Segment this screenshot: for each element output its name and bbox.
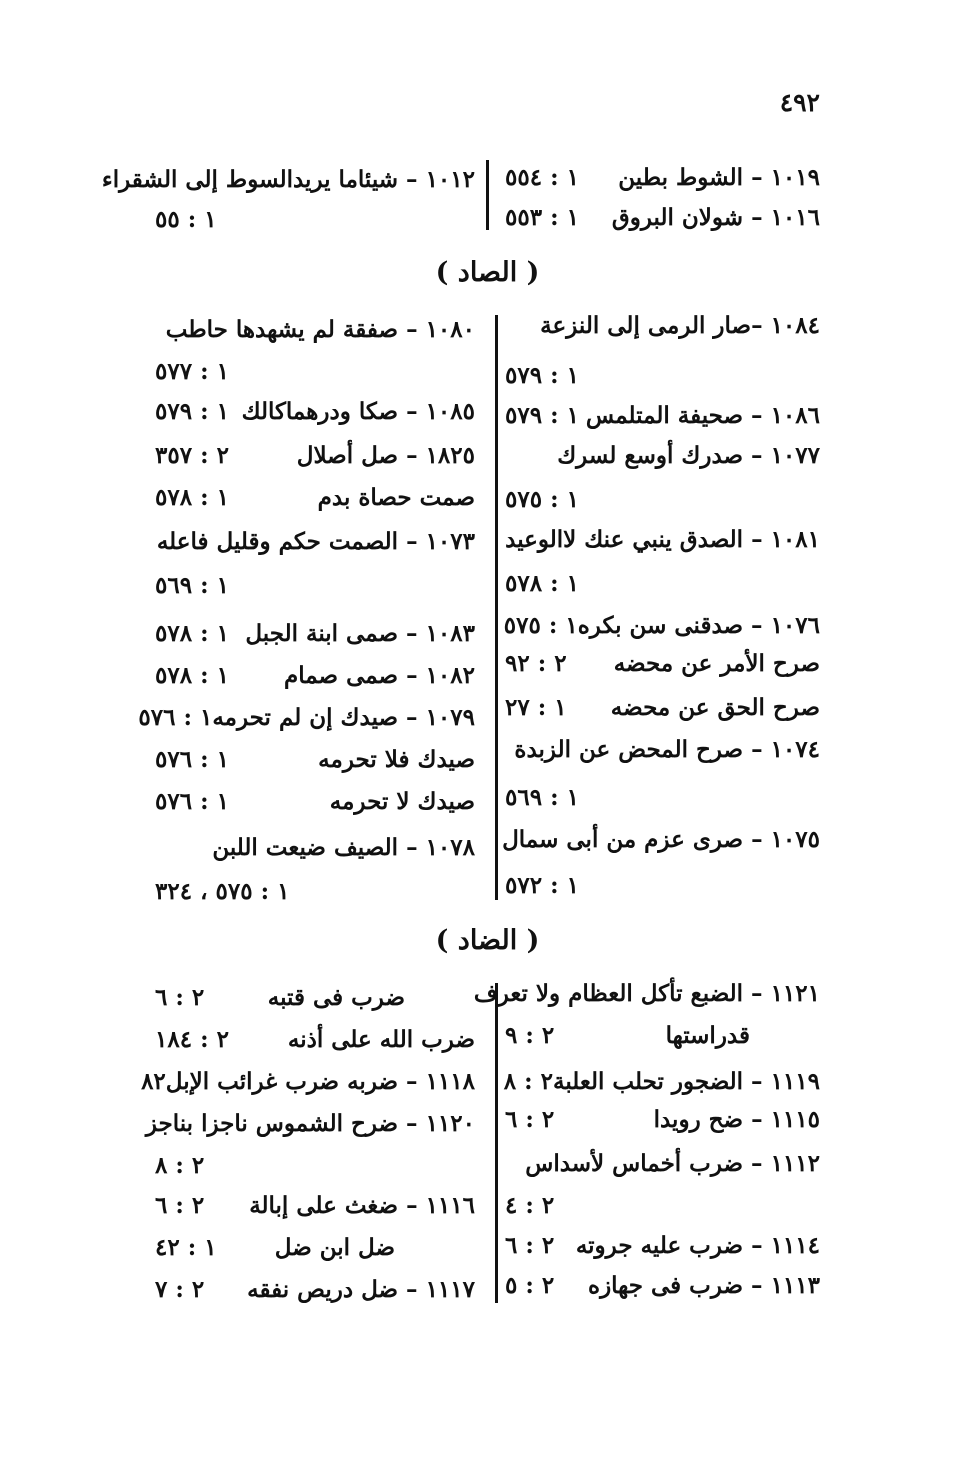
entry-reference: ٢ : ١٨٤ [155,1026,229,1053]
column-divider-1 [486,160,489,230]
entry-row [505,396,820,436]
entry-row [505,1062,820,1102]
entry-text: ١١١٤ – ضرب عليه جروته [575,1232,820,1259]
entry-text: ١٠٨٢ – صمى صمام [283,662,475,689]
entry-reference: ١ : ٥٥٣ [505,204,579,231]
entry-reference: ١ : ٥٧٥ [505,486,579,513]
entry [505,1062,820,1102]
page-number: ٤٩٢ [779,88,820,117]
entry-text: ١١١٣ – ضرب فى جهازه [588,1272,820,1299]
entry-ref [505,866,820,906]
entry-ref [155,566,475,606]
entry-text: ١١١٦ – ضغث على إبالة [249,1192,475,1219]
entry-row [155,782,475,822]
entry [155,478,475,518]
entry-row [505,1266,820,1306]
entry [502,820,820,860]
entry-reference: ١ : ٥٧٦ [155,788,229,815]
entry [155,1270,475,1310]
entry-text: ١٠٧٦ – صدقنى سن بكره [577,612,820,639]
entry-text: ١٠١٩ – الشوط بطين [618,164,820,191]
entry [138,698,475,738]
entry-row [155,1020,475,1060]
entry-reference: ١ : ٥٧٥ [503,612,578,639]
entry-row [155,1228,475,1268]
entry-row [155,614,475,654]
entry-text: ١١١٧ – ضل دريص نفقه [247,1276,475,1303]
entry [505,1016,820,1056]
entry-row [155,310,475,350]
entry-row [505,436,820,476]
entry [155,392,475,432]
entry-reference: ١ : ٥٧٢ [505,872,579,899]
entry-row [155,656,475,696]
entry-ref [505,1186,820,1226]
entry-reference: ١ : ٥٧٩ [505,362,579,389]
entry [505,1266,820,1306]
entry-ref [505,480,820,520]
entry-text: ضرب الله على أذنه [287,1026,475,1053]
entry-row [155,392,475,432]
entry-ref [505,778,820,818]
entry-text: ١٠٨٥ – صكا ودرهماكالك [241,398,475,425]
entry [155,436,475,476]
entry [155,1186,475,1226]
entry-ref [505,564,820,604]
entry [505,306,820,346]
entry-reference: ١ : ٥٧٧ [155,358,229,385]
entry-ref [155,1146,475,1186]
entry-text: ١٠٨٣ – صمى ابنة الجبل [245,620,475,647]
entry-row [505,1144,820,1184]
entry-reference: ١ : ٥٧٩ [505,402,579,429]
entry-row [505,1100,820,1140]
entry-row [155,436,475,476]
entry-text: ١١١٨ – ضربه ضرب غرائب الإبل٢ [153,1068,475,1095]
entry [155,1228,475,1268]
entry-reference: ١ : ٥٧٦ [155,746,229,773]
entry-row [145,1104,475,1144]
entry [145,1104,475,1144]
entry [141,1062,475,1102]
entry-row [505,644,820,684]
entry-reference: ٢ : ٨ [503,1068,554,1095]
entry [505,730,820,770]
entry-row [505,306,820,346]
entry-text: ضرب فى قتبه [267,984,405,1011]
entry-ref [155,872,475,912]
entry-1012 [101,160,475,200]
entry [155,782,475,822]
entry-text: صمت حصاة بدم [317,484,475,511]
entry-text: ١٠٧٤ – صرح المحض عن الزبدة [514,736,820,763]
entry-text: ١١٢١ – الضبع تأكل العظام ولا تعرف [473,980,820,1007]
entry [155,978,475,1018]
entry-row [505,158,820,198]
entry [505,688,820,728]
entry-text: ١١٢٠ – ضرح الشموس ناجزا بناجز [145,1110,475,1137]
section-title-dad: ( الضاد ) [435,925,540,956]
entry-reference: ٢ : ٦ [505,1232,555,1259]
entry-text: صرح الحق عن محضه [610,694,820,721]
entry [505,606,820,646]
entry-row [155,1186,475,1226]
entry [505,644,820,684]
section-title-sad: ( الصاد ) [435,257,540,288]
entry-row [505,198,820,238]
entry-row [505,1016,820,1056]
entry-text: صرح الأمر عن محضه [613,650,820,677]
entry-reference: ١ : ٥٧٦ [138,704,213,731]
entry-reference: ٢ : ٤ [505,1192,555,1219]
entry-row [141,1062,475,1102]
entry [155,522,475,562]
entry-reference: ١ : ٥٦٩ [155,572,229,599]
entry-reference: ١ : ٥٧٨ [155,620,229,647]
entry-reference: ١ : ٥٧٨ [505,570,579,597]
entry-text: ١٠١٢ – شيئاما يريدالسوط إلى الشقراء [101,166,475,193]
column-divider-3 [495,983,498,1303]
entry-reference: ١ : ٤٢ [155,1234,217,1261]
entry-row [473,974,820,1014]
entry-text: ١٠٨١ – الصدق ينبي عنك لاالوعيد [505,526,820,553]
entry-text: ١٠٨٤ –صار الرمى إلى النزعة [540,312,820,339]
entry-reference: ١ : ٢٧ [505,694,567,721]
entry-row [101,160,475,200]
entry-reference: ٢ : ٨ [155,1152,205,1179]
entry-row [155,828,475,868]
entry-row [505,606,820,646]
entry-row [505,520,820,560]
entry-text: ١١١٥ – ضح رويدا [653,1106,820,1133]
entry-text: قدراستها [665,1022,750,1049]
entry-reference: ٢ : ٩٢ [505,650,567,677]
entry-ref [505,356,820,396]
entry [505,436,820,476]
entry [505,1100,820,1140]
entry [155,828,475,868]
entry-text: ١٠٧٣ – الصمت حكم وقليل فاعله [156,528,475,555]
entry-text: صيدك فلا تحرمه [318,746,475,773]
entry-reference: ٢ : ٧ [155,1276,205,1303]
entry-reference: ١ : ٥٧٨ [155,484,229,511]
entry-1019 [505,158,820,198]
entry [505,1226,820,1266]
entry-1016 [505,198,820,238]
entry [155,656,475,696]
entry-reference: ٢ : ٦ [155,984,205,1011]
entry-text: ١١١٢ – ضرب أخماس لأسداس [525,1150,820,1177]
entry-reference: ٢ : ٩ [505,1022,555,1049]
entry-reference: ١ : ٥٧٨ [155,662,229,689]
entry-reference: ٢ : ٦ [505,1106,555,1133]
entry-reference: ١ : ٥٦٩ [505,784,579,811]
entry [505,520,820,560]
entry-ref [155,352,475,392]
entry-row [505,688,820,728]
entry-reference: ١ : ٥٧٥ ، ٣٢٤ [155,878,290,905]
entry [155,310,475,350]
entry-reference: ١ : ٥٥٤ [505,164,579,191]
column-divider-2 [495,315,498,900]
entry-reference: ٢ : ٦ [155,1192,205,1219]
entry [505,396,820,436]
entry-reference: ٢ : ٣٥٧ [155,442,229,469]
entry-text: ١٠٨٦ – صحيفة المتلمس [585,402,820,429]
entry [473,974,820,1014]
entry-reference: ١ : ٥٥ [155,206,217,233]
entry-text: ١٠١٦ – شولان البروق [611,204,820,231]
entry-row [155,522,475,562]
entry [155,740,475,780]
entry-text: ١٠٧٥ – صرى عزم من أبى سمال [502,826,820,853]
entry-row [138,698,475,738]
entry-reference: ٢ : ٥ [505,1272,555,1299]
entry [505,1144,820,1184]
entry-text: صيدك لا تحرمه [329,788,475,815]
entry-row [502,820,820,860]
entry-text: ضل ابن ضل [274,1234,395,1261]
entry-text: ١٠٧٧ – صدرك أوسع لسرك [557,442,820,469]
entry-row [155,478,475,518]
entry-text: ١٠٧٩ – صيدك إن لم تحرمه [212,704,475,731]
entry-text: ١٨٢٥ – صل أصلال [296,442,475,469]
entry-1012-ref [155,200,475,240]
entry-row [155,740,475,780]
entry-reference: ١ : ٥٧٩ [155,398,229,425]
entry-row [505,1226,820,1266]
entry-row [155,978,475,1018]
entry-text: ١٠٨٠ – صفقة لم يشهدها حاطب [165,316,475,343]
entry [155,1020,475,1060]
entry-text: ١٠٧٨ – الصيف ضيعت اللبن [212,834,475,861]
entry [155,614,475,654]
entry-row [155,1270,475,1310]
entry-row [505,730,820,770]
entry-text: ١١١٩ – الضجور تحلب العلبة [553,1068,820,1095]
entry-reference: ٨ [141,1068,154,1095]
